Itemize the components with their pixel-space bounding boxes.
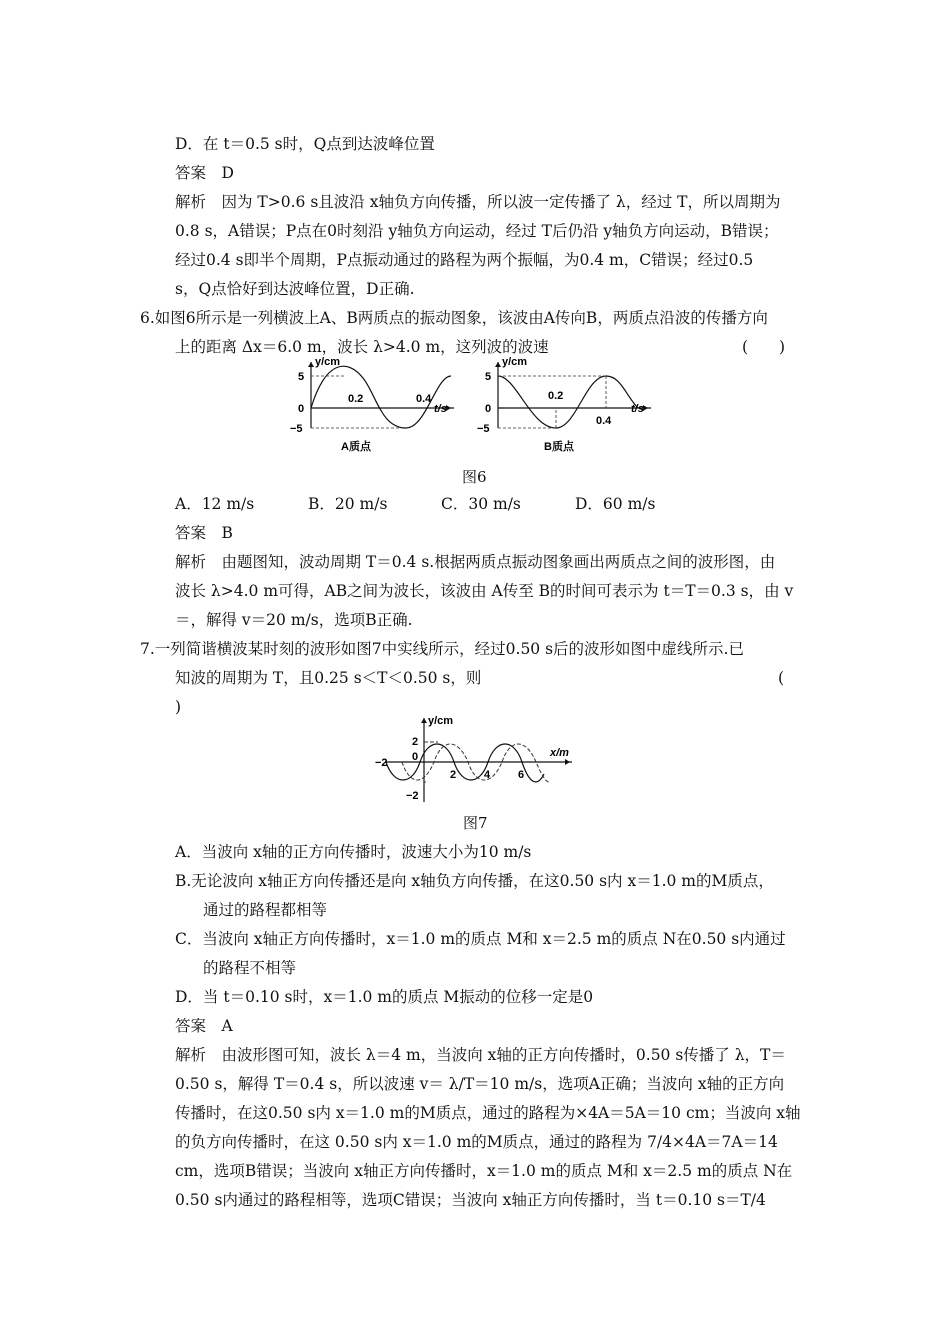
y-axis-label: y/cm: [315, 356, 341, 368]
option-6-b: B．20 m/s: [308, 495, 388, 513]
figure-6-caption: 图6: [462, 468, 487, 486]
explanation-5-line2: 0.8 s，A错误；P点在0时刻沿 y轴负方向运动，经过 T后仍沿 y轴负方向运动，B错误；: [175, 222, 779, 240]
figure-7-chart: [374, 712, 574, 807]
question-7-paren-close: ): [175, 698, 182, 716]
tick-minus-5: −5: [477, 423, 490, 435]
explanation-5-line4: s，Q点恰好到达波峰位置，D正确.: [175, 280, 415, 298]
chart-title: B质点: [544, 441, 574, 453]
figure-6-a-chart: [286, 356, 461, 456]
tick-minus-5: −5: [290, 423, 303, 435]
y-axis-label: y/cm: [502, 356, 528, 368]
question-6-line2: 上的距离 Δx＝6.0 m，波长 λ>4.0 m，这列波的波速: [175, 338, 549, 356]
tick-5: 5: [485, 371, 492, 383]
answer-6: 答案 B: [175, 524, 233, 542]
explanation-7-line1: 解析 由波形图可知，波长 λ＝4 m，当波向 x轴的正方向传播时，0.50 s传播了 λ，T＝: [175, 1046, 786, 1064]
explanation-7-line3: 传播时，在这0.50 s内 x＝1.0 m的M质点，通过的路程为×4A＝5A＝10 cm；当波向 x轴: [175, 1104, 801, 1122]
tick-5: 5: [298, 371, 305, 383]
explanation-6-line3: ＝，解得 v＝20 m/s，选项B正确.: [175, 611, 413, 629]
option-7-a: A．当波向 x轴的正方向传播时，波速大小为10 m/s: [175, 843, 532, 861]
explanation-5-line3: 经过0.4 s即半个周期，P点振动通过的路程为两个振幅，为0.4 m，C错误；经过0.5: [175, 251, 754, 269]
option-7-d: D．当 t＝0.10 s时，x＝1.0 m的质点 M振动的位移一定是0: [175, 988, 594, 1006]
explanation-7-line4: 的负方向传播时，在这 0.50 s内 x＝1.0 m的M质点，通过的路程为 7/4×4A＝7A＝14: [175, 1133, 778, 1151]
option-6-d: D．60 m/s: [575, 495, 656, 513]
tick-0: 0: [412, 751, 419, 763]
chart-title: A质点: [341, 441, 371, 453]
explanation-6-line2: 波长 λ>4.0 m可得，AB之间为波长，该波由 A传至 B的时间可表示为 t＝T＝0.3 s，由 v: [175, 582, 794, 600]
option-d-text: D．在 t＝0.5 s时，Q点到达波峰位置: [175, 135, 435, 153]
question-7-line2: 知波的周期为 T，且0.25 s＜T＜0.50 s，则: [175, 669, 482, 687]
y-axis-label: y/cm: [428, 715, 454, 727]
x-axis-label: t/s: [631, 403, 644, 415]
question-7-line1: 7.一列简谐横波某时刻的波形如图7中实线所示，经过0.50 s后的波形如图中虚线所示.已: [140, 640, 744, 658]
option-7-b-line2: 通过的路程都相等: [203, 901, 328, 919]
wave-curve: [498, 376, 638, 428]
tick-0-4: 0.4: [416, 393, 432, 405]
tick-2: 2: [412, 736, 419, 748]
x-axis-label: t/s: [434, 403, 447, 415]
tick-x-6: 6: [518, 769, 525, 781]
explanation-7-line2: 0.50 s，解得 T＝0.4 s，所以波速 v＝ λ/T＝10 m/s，选项A正确；当波向 x轴的正方向: [175, 1075, 785, 1093]
tick-x-2: 2: [450, 769, 457, 781]
x-axis-label: x/m: [550, 747, 569, 759]
figure-6-b-chart: [476, 356, 656, 456]
option-7-c-line1: C．当波向 x轴正方向传播时，x＝1.0 m的质点 M和 x＝2.5 m的质点 N在0.50 s内通过: [175, 930, 786, 948]
explanation-5-line1: 解析 因为 T>0.6 s且波沿 x轴负方向传播，所以波一定传播了 λ，经过 T，所以周期为: [175, 193, 781, 211]
question-7-paren-open: (: [778, 669, 785, 687]
question-6-line1: 6.如图6所示是一列横波上A、B两质点的振动图象，该波由A传向B，两质点沿波的传播方向: [140, 309, 768, 327]
figure-7-caption: 图7: [463, 814, 488, 832]
explanation-6-line1: 解析 由题图知，波动周期 T＝0.4 s.根据两质点振动图象画出两质点之间的波形图，由: [175, 553, 776, 571]
answer-7: 答案 A: [175, 1017, 233, 1035]
tick-0: 0: [298, 403, 305, 415]
answer-5: 答案 D: [175, 164, 234, 182]
explanation-7-line6: 0.50 s内通过的路程相等，选项C错误；当波向 x轴正方向传播时，当 t＝0.10 s＝T/4: [175, 1191, 766, 1209]
tick-minus-2-x: −2: [375, 757, 388, 769]
tick-0-2: 0.2: [348, 393, 364, 405]
question-6-answer-paren: ( ): [742, 338, 786, 356]
tick-x-4: 4: [484, 769, 491, 781]
option-7-b-line1: B.无论波向 x轴正方向传播还是向 x轴负方向传播，在这0.50 s内 x＝1.0 m的M质点，: [175, 872, 774, 890]
option-6-a: A．12 m/s: [175, 495, 255, 513]
tick-0-4: 0.4: [596, 415, 612, 427]
explanation-7-line5: cm，选项B错误；当波向 x轴正方向传播时，x＝1.0 m的质点 M和 x＝2.5 m的质点 N在: [175, 1162, 793, 1180]
tick-minus-2-y: −2: [406, 790, 419, 802]
option-7-c-line2: 的路程不相等: [203, 959, 297, 977]
tick-0-2: 0.2: [548, 390, 564, 402]
tick-0: 0: [485, 403, 492, 415]
option-6-c: C．30 m/s: [441, 495, 521, 513]
